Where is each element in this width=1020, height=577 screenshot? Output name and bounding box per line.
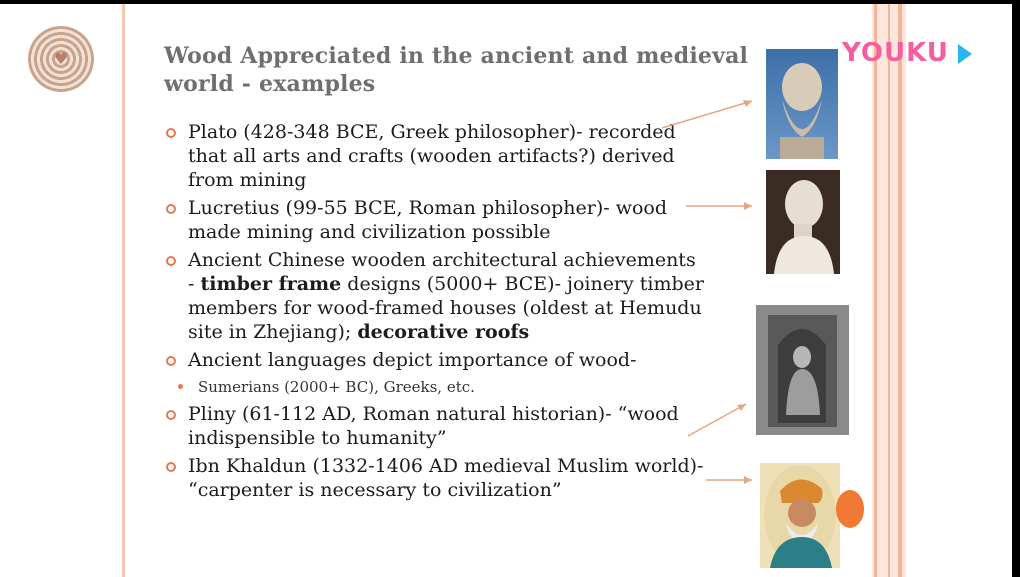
bullet-bold-text: timber frame [200,273,342,295]
bullet-text: Ancient Chinese wooden architectural achievements - [188,249,696,295]
slide-title: Wood Appreciated in the ancient and medieval world - examples [164,43,749,97]
play-icon [958,44,972,64]
connector-arrows [0,4,1012,577]
youku-watermark: YOUKU [842,38,949,68]
heart-icon: ♥ [53,49,69,68]
bullet-text: Plato (428-348 BCE, Greek philosopher)- recorded that all arts and crafts (wooden artifacts?) derived from mining [188,121,676,191]
presentation-slide [0,4,1012,577]
bullet-text: designs (5000+ BCE)- joinery timber members for wood-framed houses (oldest at Hemudu site in Zhejiang); [188,273,705,343]
bullet-text: Lucretius (99-55 BCE, Roman philosopher)- wood made mining and civilization possible [188,197,668,243]
bullet-text: Ibn Khaldun (1332-1406 AD medieval Muslim world)- “carpenter is necessary to civilization” [188,455,704,501]
bullet-bold-text: decorative roofs [357,321,530,343]
bullet-text: Ancient languages depict importance of wood- [188,349,637,371]
bullet-text: Pliny (61-112 AD, Roman natural historian)- “wood indispensible to humanity” [188,403,679,449]
sub-bullet-text: Sumerians (2000+ BC), Greeks, etc. [198,378,475,396]
